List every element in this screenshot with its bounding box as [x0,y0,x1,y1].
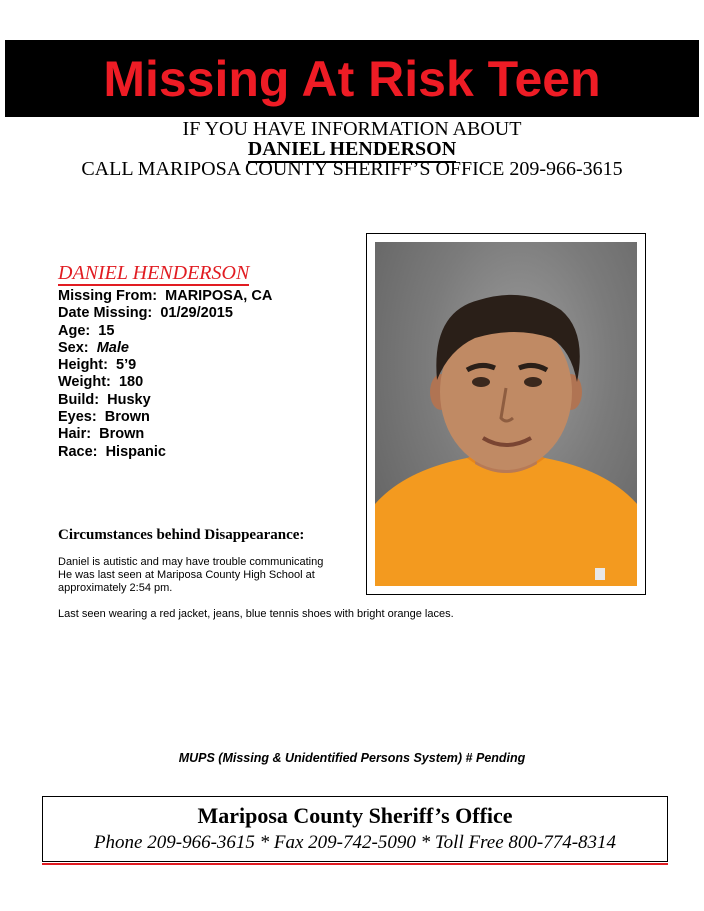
detail-value: Brown [104,409,150,426]
detail-sex [58,340,358,357]
person-name: DANIEL HENDERSON [58,262,250,284]
detail-label: Hair: [58,426,92,443]
detail-label: Weight: [58,374,111,391]
detail-value: Brown [99,426,145,443]
detail-value: Hispanic [105,443,166,460]
circumstances-line: He was last seen at Mariposa County High School at [58,569,315,581]
footer-divider [42,863,668,865]
detail-value: 5’9 [116,357,137,374]
banner-title: Missing At Risk Teen [103,50,601,107]
portrait-illustration [375,242,637,586]
person-photo [375,242,637,586]
footer-title: Mariposa County Sheriff’s Office [197,803,513,828]
detail-label: Race: [58,443,98,460]
detail-label: Build: [58,391,100,408]
detail-weight [58,374,358,391]
detail-label: Missing From: [58,288,158,304]
circumstances-line: approximately 2:54 pm. [58,582,173,594]
title-banner [5,40,699,117]
detail-race [58,444,358,461]
footer-box [42,796,668,862]
circumstances-heading: Circumstances behind Disappearance: [58,527,305,543]
detail-label: Eyes: [58,409,97,426]
detail-value: 01/29/2015 [160,305,233,322]
detail-missing-from [58,288,358,305]
detail-age [58,323,358,340]
info-call-line: CALL MARIPOSA COUNTY SHERIFF’S OFFICE 209-966-3615 [81,158,623,180]
detail-label: Date Missing: [58,305,153,322]
detail-value: 15 [98,322,115,339]
mups-note: MUPS (Missing & Unidentified Persons System) # Pending [178,751,526,765]
detail-value: MARIPOSA, CA [165,288,273,304]
detail-height [58,357,358,374]
info-line-1: IF YOU HAVE INFORMATION ABOUT [182,118,522,140]
detail-build [58,392,358,409]
circumstances-clothing: Last seen wearing a red jacket, jeans, blue tennis shoes with bright orange laces. [58,608,454,620]
photo-frame [366,233,646,595]
person-details [58,263,358,461]
detail-label: Age: [58,322,91,339]
footer-contact: Phone 209-966-3615 * Fax 209-742-5090 * Toll Free 800-774-8314 [93,832,617,853]
detail-date-missing [58,305,358,322]
detail-eyes [58,409,358,426]
detail-label: Height: [58,357,108,374]
detail-value: Husky [107,391,151,408]
detail-label: Sex: [58,339,89,356]
circumstances-line: Daniel is autistic and may have trouble communicating [58,556,324,568]
detail-value: Male [96,339,129,356]
circumstances-text [58,556,454,621]
detail-hair [58,426,358,443]
info-name-line [0,139,704,159]
info-name: DANIEL HENDERSON [248,138,456,163]
detail-value: 180 [118,374,144,391]
